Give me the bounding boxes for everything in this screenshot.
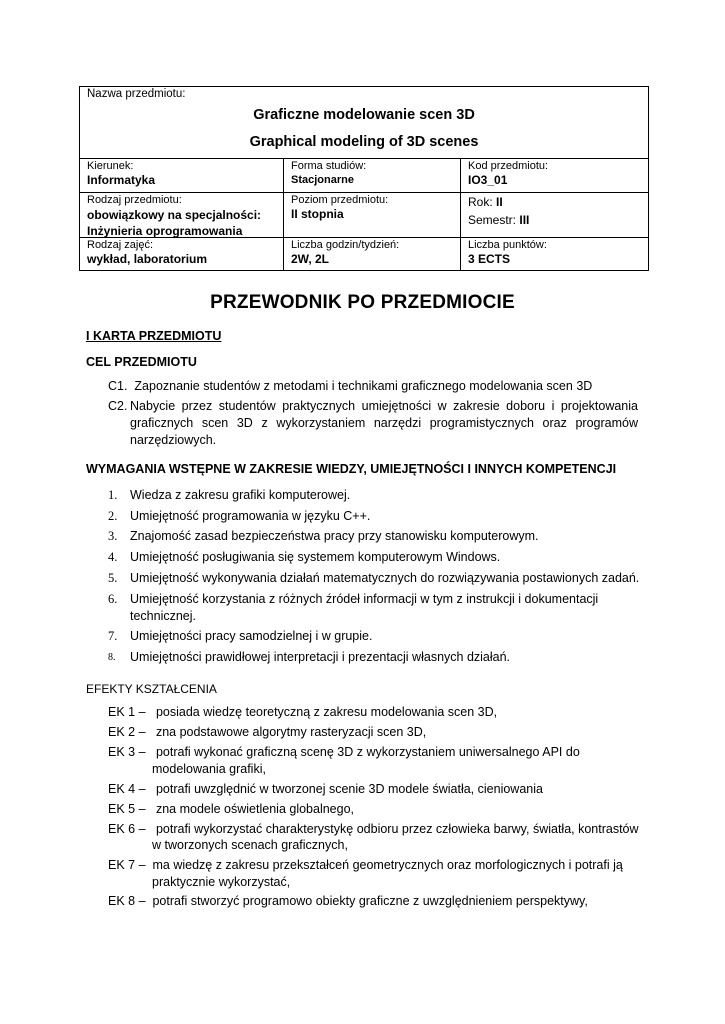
ek-code: EK 3 – xyxy=(108,745,146,759)
liczba-godzin-value: 2W, 2L xyxy=(291,252,330,266)
cell-rodzaj-zajec xyxy=(80,238,283,270)
rok-value: II xyxy=(496,195,503,209)
rodzaj-zajec-value: wykład, laboratorium xyxy=(87,252,208,266)
cell-rok-semestr xyxy=(460,193,648,237)
cel-item-2 xyxy=(108,398,638,449)
list-number: 4. xyxy=(108,550,118,564)
efekt-6 xyxy=(108,821,639,838)
cel-text: Zapoznanie studentów z metodami i technikami graficznego modelowania scen 3D xyxy=(134,379,593,393)
kierunek-value: Informatyka xyxy=(87,173,156,187)
cell-rodzaj-przedmiotu xyxy=(80,193,283,237)
efekt-5 xyxy=(108,801,354,818)
list-number: 6. xyxy=(108,592,118,606)
ek-text: potrafi stworzyć programowo obiekty graficzne z uwzględnieniem perspektywy, xyxy=(152,894,588,908)
poziom-value: II stopnia xyxy=(291,207,344,221)
ek-text: ma wiedzę z zakresu przekształceń geometrycznych oraz morfologicznych i potrafi ją xyxy=(152,858,623,872)
ek-text: zna podstawowe algorytmy rasteryzacji scen 3D, xyxy=(155,725,427,739)
rodzaj-przedmiotu-value: obowiązkowy na specjalności: xyxy=(87,208,262,222)
main-title: PRZEWODNIK PO PRZEDMIOCIE xyxy=(210,292,515,313)
ek-code: EK 4 – xyxy=(108,782,146,796)
section-cel-przedmiotu: CEL PRZEDMIOTU xyxy=(86,355,197,369)
cell-poziom xyxy=(283,193,460,237)
list-text: Umiejętność wykonywania działań matematycznych do rozwiązywania postawionych zadań. xyxy=(130,571,640,585)
ek-text: potrafi wykonać graficzną scenę 3D z wykorzystaniem uniwersalnego API do xyxy=(155,745,580,759)
list-number: 8. xyxy=(108,652,116,663)
liczba-godzin-label: Liczba godzin/tydzień: xyxy=(291,239,400,251)
info-row-3 xyxy=(80,238,648,270)
rok-label: Rok: xyxy=(468,195,493,209)
cel-item-1 xyxy=(108,378,638,395)
cell-kierunek xyxy=(80,159,283,192)
list-text: Umiejętności prawidłowej interpretacji i prezentacji własnych działań. xyxy=(130,650,511,664)
efekt-1 xyxy=(108,704,497,721)
ek-text: potrafi uwzględnić w tworzonej scenie 3D modele światła, cieniowania xyxy=(155,782,543,796)
cel-text: Nabycie przez studentów praktycznych umiejętności w zakresie doboru i projektowania graficznych scen 3D z wykorzystaniem narzędzi programistycznych oraz programów narzędziowych. xyxy=(130,399,638,447)
list-text: Umiejętność korzystania z różnych źródeł informacji w tym z instrukcji i dokumentacji technicznej. xyxy=(130,592,599,623)
ek-text: posiada wiedzę teoretyczną z zakresu modelowania scen 3D, xyxy=(155,705,498,719)
kierunek-label: Kierunek: xyxy=(87,160,134,172)
section-efekty: EFEKTY KSZTAŁCENIA xyxy=(86,682,217,696)
ek-code: EK 2 – xyxy=(108,725,146,739)
punkty-label: Liczba punktów: xyxy=(468,239,547,251)
efekt-8 xyxy=(108,893,588,910)
list-number: 5. xyxy=(108,571,118,585)
semestr-line xyxy=(468,211,648,229)
efekt-7 xyxy=(108,857,623,874)
forma-value: Stacjonarne xyxy=(291,174,354,186)
list-number: 2. xyxy=(108,509,118,523)
info-row-2 xyxy=(80,193,648,238)
poziom-label: Poziom przedmiotu: xyxy=(291,194,389,206)
cel-code: C1. xyxy=(108,379,128,393)
cel-code: C2. xyxy=(108,399,128,413)
efekt-3 xyxy=(108,744,580,761)
kod-value: IO3_01 xyxy=(468,173,508,187)
list-text: Wiedza z zakresu grafiki komputerowej. xyxy=(130,488,351,502)
ek-code: EK 8 – xyxy=(108,894,146,908)
section-karta-przedmiotu: I KARTA PRZEDMIOTU xyxy=(86,329,222,343)
forma-label: Forma studiów: xyxy=(291,160,367,172)
specjalnosc-value: Inżynieria oprogramowania xyxy=(87,224,243,238)
course-title-pl: Graficzne modelowanie scen 3D xyxy=(253,107,475,123)
efekt-7-cont: praktycznie wykorzystać, xyxy=(152,875,291,889)
course-title-en: Graphical modeling of 3D scenes xyxy=(249,134,479,150)
semestr-label: Semestr: xyxy=(468,213,517,227)
punkty-value: 3 ECTS xyxy=(468,252,511,266)
ek-code: EK 7 – xyxy=(108,858,146,872)
course-name-row xyxy=(80,87,648,159)
ek-text: potrafi wykorzystać charakterystykę odbioru przez człowieka barwy, światła, kontrastów xyxy=(155,822,639,836)
list-text: Umiejętność posługiwania się systemem komputerowym Windows. xyxy=(130,550,501,564)
cell-kod xyxy=(460,159,648,192)
cell-liczba-godzin xyxy=(283,238,460,270)
efekt-4 xyxy=(108,781,543,798)
cell-forma xyxy=(283,159,460,192)
rok-line xyxy=(468,193,648,211)
efekt-3-cont: modelowania grafiki, xyxy=(152,762,266,776)
ek-code: EK 1 – xyxy=(108,705,146,719)
list-text: Umiejętności pracy samodzielnej i w grupie. xyxy=(130,629,373,643)
cell-punkty xyxy=(460,238,648,270)
course-info-table xyxy=(79,86,649,271)
list-text: Umiejętność programowania w języku C++. xyxy=(130,509,371,523)
rodzaj-zajec-label: Rodzaj zajęć: xyxy=(87,239,154,251)
course-name-label: Nazwa przedmiotu: xyxy=(87,88,186,100)
list-number: 1. xyxy=(108,488,118,502)
section-wymagania: WYMAGANIA WSTĘPNE W ZAKRESIE WIEDZY, UMIEJĘTNOŚCI I INNYCH KOMPETENCJI xyxy=(86,462,617,476)
info-row-1 xyxy=(80,159,648,193)
efekt-2 xyxy=(108,724,426,741)
ek-text: zna modele oświetlenia globalnego, xyxy=(155,802,355,816)
list-number: 3. xyxy=(108,529,118,543)
efekt-6-cont: w tworzonych scenach graficznych, xyxy=(152,838,348,852)
ek-code: EK 5 – xyxy=(108,802,146,816)
rodzaj-przedmiotu-label: Rodzaj przedmiotu: xyxy=(87,194,182,206)
list-number: 7. xyxy=(108,629,118,643)
list-text: Znajomość zasad bezpieczeństwa pracy przy stanowisku komputerowym. xyxy=(130,529,539,543)
semestr-value: III xyxy=(519,213,530,227)
kod-label: Kod przedmiotu: xyxy=(468,160,549,172)
ek-code: EK 6 – xyxy=(108,822,146,836)
